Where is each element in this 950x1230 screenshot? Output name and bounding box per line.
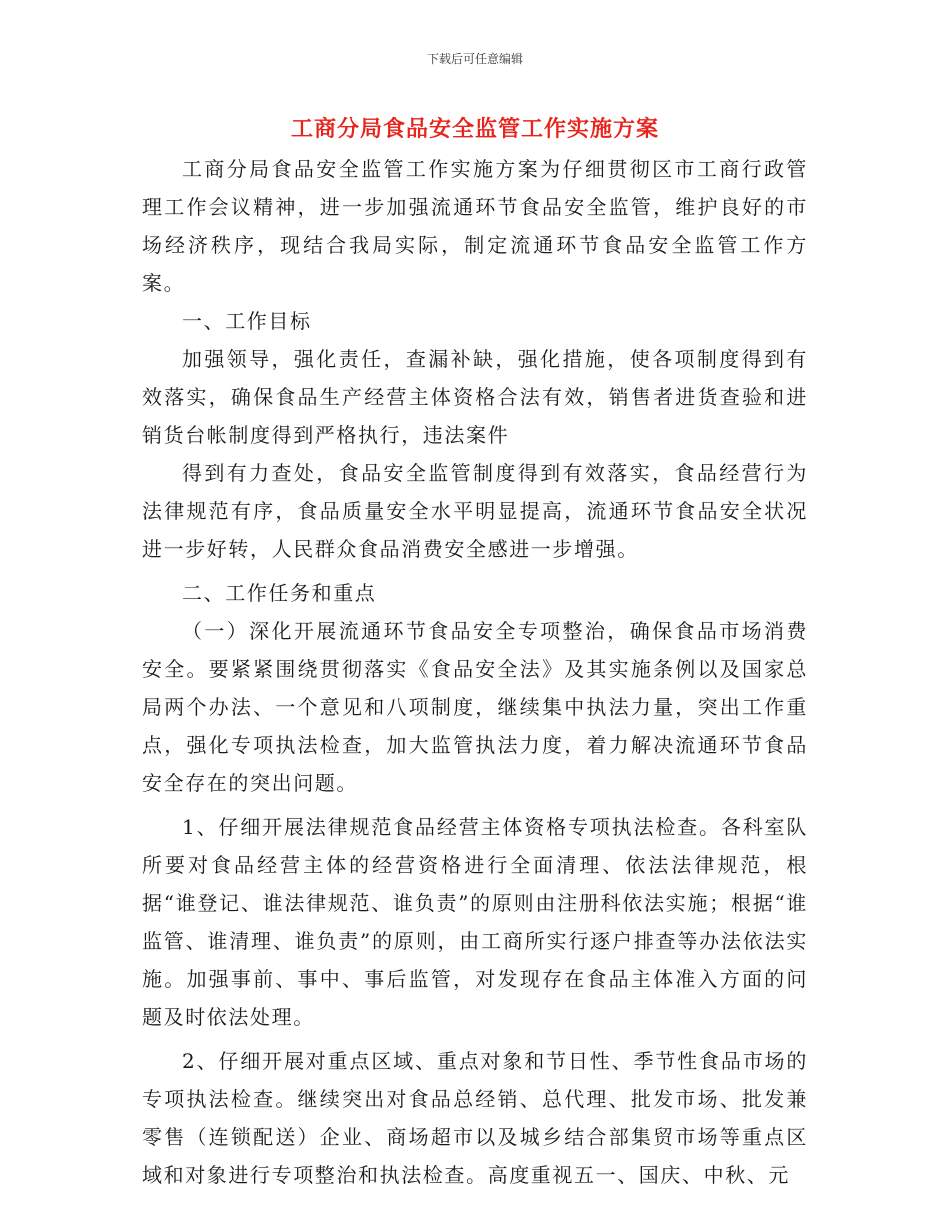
paragraph-goals-1: 加强领导，强化责任，查漏补缺，强化措施，使各项制度得到有效落实，确保食品生产经营主体资格合法有效，销售者进货查验和进销货台帐制度得到严格执行，违法案件 bbox=[142, 347, 808, 447]
paragraph-intro: 工商分局食品安全监管工作实施方案为仔细贯彻区市工商行政管理工作会议精神，进一步加强流通环节食品安全监管，维护良好的市场经济秩序，现结合我局实际，制定流通环节食品安全监管工作方案。 bbox=[142, 157, 808, 295]
paragraph-item-2: 2、仔细开展对重点区域、重点对象和节日性、季节性食品市场的专项执法检查。继续突出对食品总经销、总代理、批发市场、批发兼零售（连锁配送）企业、商场超市以及城乡结合部集贸市场等重点区域和对象进行专项整治和执法检查。高度重视五一、国庆、中秋、元 bbox=[142, 1049, 808, 1187]
heading-tasks-focus: 二、工作任务和重点 bbox=[182, 581, 377, 605]
header-note: 下载后可任意编辑 bbox=[426, 52, 523, 66]
paragraph-item-1: 1、仔细开展法律规范食品经营主体资格专项执法检查。各科室队所要对食品经营主体的经营资格进行全面清理、依法法律规范，根据“谁登记、谁法律规范、谁负责”的原则由注册科依法实施；根据“谁监管、谁清理、谁负责”的原则，由工商所实行逐户排查等办法依法实施。加强事前、事中、事后监管，对发现存在食品主体准入方面的问题及时依法处理。 bbox=[142, 815, 808, 1029]
heading-work-goals: 一、工作目标 bbox=[182, 309, 312, 333]
paragraph-goals-2: 得到有力查处，食品安全监管制度得到有效落实，食品经营行为法律规范有序，食品质量安全水平明显提高，流通环节食品安全状况进一步好转，人民群众食品消费安全感进一步增强。 bbox=[142, 461, 808, 561]
document-body bbox=[142, 150, 808, 1194]
document-title: 工商分局食品安全监管工作实施方案 bbox=[290, 117, 659, 142]
paragraph-task-1: （一）深化开展流通环节食品安全专项整治，确保食品市场消费安全。要紧紧围绕贯彻落实《食品安全法》及其实施条例以及国家总局两个办法、一个意见和八项制度，继续集中执法力量，突出工作重点，强化专项执法检查，加大监管执法力度，着力解决流通环节食品安全存在的突出问题。 bbox=[142, 619, 808, 795]
